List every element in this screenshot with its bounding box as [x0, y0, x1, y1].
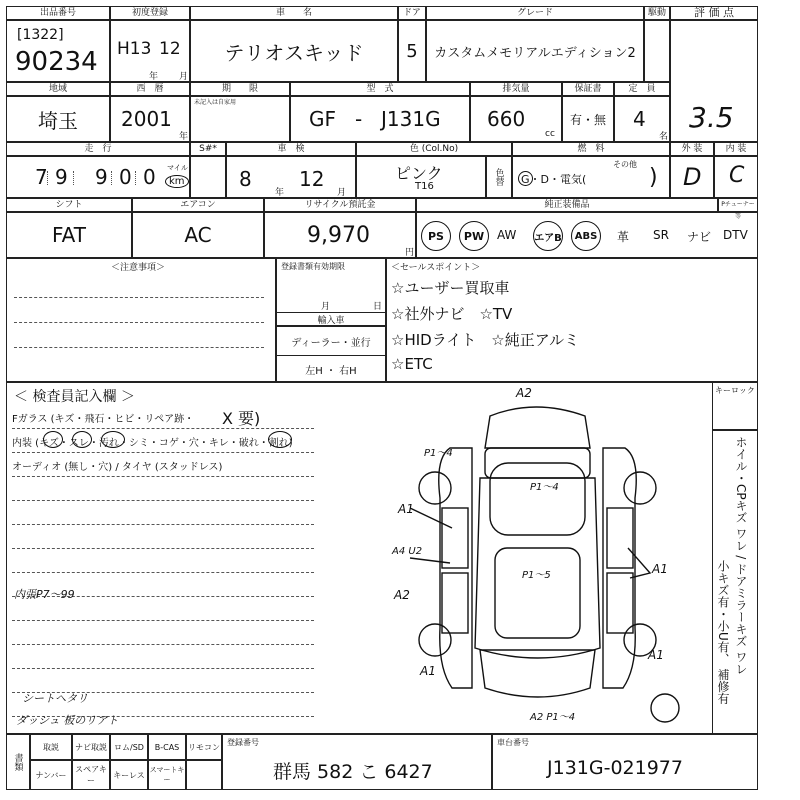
equip-ps: PS [421, 221, 451, 251]
doc-rom-sd: ロム/SD [110, 734, 148, 760]
chassis-label: 車台番号 [497, 738, 529, 747]
score-cell [670, 20, 758, 142]
cc-value: 660 [487, 107, 526, 131]
inspection-year-unit: 年 [275, 188, 285, 198]
damage-mark: P1〜5 [522, 570, 551, 581]
tuner-header: Pチューナー等 [718, 198, 758, 212]
plate-label: 登録番号 [227, 738, 259, 747]
digit-divider [73, 171, 74, 185]
capacity: 4 [633, 107, 646, 131]
reg-header: 初度登録 [110, 6, 190, 20]
damage-mark: A2 [516, 386, 532, 400]
deadline-month: 月 [321, 302, 331, 312]
mileage-digit: 9 [55, 165, 68, 189]
interior-circle [268, 431, 292, 448]
note-line [12, 668, 314, 669]
period-note: 未記入は自家用 [194, 99, 237, 106]
interior-circle [72, 431, 92, 448]
chassis-number: J131G-021977 [547, 757, 683, 779]
reg-era: H13 [117, 39, 152, 59]
docs-label: 書類 [6, 734, 30, 790]
inspection-month-unit: 月 [337, 188, 347, 198]
caution-label: ＜注意事項＞ [111, 263, 166, 273]
inspection-cell [226, 156, 356, 198]
color-code: T16 [415, 181, 434, 192]
ac: AC [132, 212, 264, 258]
fuel-header: 燃 料 [512, 142, 670, 156]
doc-remote: リモコン [186, 734, 222, 760]
damage-mark: A2 P1〜4 [530, 712, 576, 723]
deadline-label: 登録書類有効期限 [281, 262, 345, 271]
reg-cell [110, 20, 190, 82]
chassis-cell [492, 734, 758, 790]
shift: FAT [6, 212, 132, 258]
recycle-yen: 円 [405, 248, 415, 258]
digit-divider [135, 171, 136, 185]
cc-unit: cc [545, 129, 555, 139]
ext-grade: D [683, 163, 702, 191]
lot-prefix: [1322] [17, 27, 64, 43]
keylock-label: キーロック [715, 386, 755, 395]
int-cell [714, 156, 758, 198]
inspection-year: 8 [239, 167, 252, 191]
windshield-note: Fガラス (キズ・飛石・ヒビ・リペア跡・ [12, 414, 195, 425]
equip-airbag: エアB [533, 221, 563, 251]
int-header: 内 装 [714, 142, 758, 156]
car-damage-diagram [380, 388, 710, 734]
shift-header: シフト [6, 198, 132, 212]
import-label: 輸入車 [276, 312, 386, 326]
inspection-title: ＜ 検査員記入欄 ＞ [14, 389, 135, 405]
capacity-unit: 名 [659, 132, 669, 142]
inspection-header: 車 検 [226, 142, 356, 156]
car-name-header: 車 名 [190, 6, 398, 20]
caution-box [6, 258, 276, 382]
drive-header: 駆動 [644, 6, 670, 20]
drive-cell [644, 20, 670, 82]
color: ピンク [395, 164, 443, 183]
color-change: 色替 [486, 156, 512, 198]
equip-dtv: DTV [723, 228, 748, 242]
digit-divider [47, 171, 48, 185]
note-line [12, 428, 314, 429]
lot-number: 90234 [15, 47, 98, 77]
handwritten-note: シートヘタリ [22, 692, 88, 705]
color-header: 色 (Col.No) [356, 142, 512, 156]
reg-year-unit: 年 [149, 72, 159, 82]
damage-mark: A1 [652, 562, 668, 576]
int-grade: C [729, 163, 745, 188]
fuel-options: G・D・電気( [521, 173, 587, 186]
interior-note: 内装 (キズ・スレ・汚れ・シミ・コゲ・穴・キレ・破れ・割れ) [12, 438, 293, 449]
inspection-month: 12 [299, 167, 325, 191]
score-value: 3.5 [689, 101, 734, 134]
side-note: 小キズ有・小U有、 補修有 [716, 560, 730, 705]
keylock-box [712, 382, 758, 430]
mileage-digit: 7 [35, 165, 48, 189]
mileage-cell [6, 156, 190, 198]
model-cell [290, 96, 470, 142]
year-unit: 年 [179, 132, 189, 142]
dealer-parallel: ディーラー・並行 [276, 326, 386, 356]
side-note: ホイル・CPキズ ワレ / ドアミラーキズ ワレ [734, 436, 748, 675]
steering-side: 左H ・ 右H [305, 365, 357, 377]
damage-mark: P1〜4 [424, 448, 453, 459]
caution-line [14, 322, 264, 323]
equip-leather: 革 [617, 230, 630, 244]
sales-point: ☆HIDライト ☆純正アルミ [391, 331, 580, 349]
door-header: ドア [398, 6, 426, 20]
ext-cell [670, 156, 714, 198]
damage-mark: A1 [398, 502, 414, 516]
sales-point: ☆ETC [391, 355, 433, 373]
sales-label: ＜セールスポイント＞ [391, 263, 481, 273]
mileage-digit: 0 [119, 165, 132, 189]
region: 埼玉 [6, 96, 110, 142]
digit-divider [111, 171, 112, 185]
caution-line [14, 347, 264, 348]
recycle-cell [264, 212, 416, 258]
note-line [12, 476, 314, 477]
sales-point: ☆ユーザー買取車 [391, 279, 510, 297]
damage-mark: P1〜4 [530, 482, 559, 493]
model-code: J131G [381, 107, 441, 131]
warranty-header: 保証書 [562, 82, 614, 96]
model-dash: - [355, 107, 363, 131]
damage-mark: A2 [394, 588, 410, 602]
equip-aw: AW [497, 228, 517, 242]
year-cell [110, 96, 190, 142]
period-header: 期 限 [190, 82, 290, 96]
deadline-day: 日 [373, 302, 383, 312]
note-line [12, 572, 314, 573]
plate-cell [222, 734, 492, 790]
handwritten-note: 内張P7〜99 [14, 588, 75, 601]
year: 2001 [121, 107, 172, 131]
note-line [12, 524, 314, 525]
mileage-header: 走 行 [6, 142, 190, 156]
doc-bcas: B-CAS [148, 734, 186, 760]
car-name: テリオスキッド [190, 20, 398, 82]
doc-spare-key: スペアキー [72, 760, 110, 790]
equip-pw: PW [459, 221, 489, 251]
cc-header: 排気量 [470, 82, 562, 96]
equipment-cell [416, 212, 758, 258]
km-unit: km [165, 175, 189, 188]
capacity-header: 定 員 [614, 82, 670, 96]
sales-box [386, 258, 758, 382]
doc-navi-manual: ナビ取説 [72, 734, 110, 760]
audio-tire-note: オーディオ (無し・穴) / タイヤ (スタッドレス) [12, 462, 223, 473]
caution-line [14, 297, 264, 298]
note-line [12, 620, 314, 621]
doors: 5 [398, 20, 426, 82]
s-header: S#* [190, 142, 226, 156]
doc-plate: ナンバー [30, 760, 72, 790]
fuel-close: ) [649, 165, 658, 190]
grade: カスタムメモリアルエディション2 [426, 20, 644, 82]
reg-month: 12 [159, 39, 181, 59]
mileage-digit: 0 [143, 165, 156, 189]
interior-circle [101, 431, 125, 448]
note-line [12, 452, 314, 453]
equip-abs: ABS [571, 221, 601, 251]
ac-header: エアコン [132, 198, 264, 212]
note-line [12, 644, 314, 645]
sales-point: ☆社外ナビ ☆TV [391, 305, 513, 323]
note-line [12, 548, 314, 549]
grade-header: グレード [426, 6, 644, 20]
capacity-cell [614, 96, 670, 142]
interior-circle [43, 431, 63, 448]
recycle-header: リサイクル預託金 [264, 198, 416, 212]
equipment-header: 純正装備品 [416, 198, 718, 212]
lot-cell [6, 20, 110, 82]
score-header: 評 価 点 [670, 6, 758, 20]
mileage-digit: 9 [95, 165, 108, 189]
doc-smart-key: スマートキー [148, 760, 186, 790]
period-cell [190, 96, 290, 142]
cc-cell [470, 96, 562, 142]
lot-header: 出品番号 [6, 6, 110, 20]
windshield-mark: X 要) [222, 409, 261, 428]
warranty: 有・無 [562, 96, 614, 142]
color-cell [356, 156, 486, 198]
recycle-fee: 9,970 [307, 223, 370, 248]
fuel-other-label: その他 [613, 160, 637, 169]
mile-unit: マイル [167, 164, 188, 172]
region-header: 地域 [6, 82, 110, 96]
ext-header: 外 装 [670, 142, 714, 156]
handwritten-note: ダッシュ 板のリアト [16, 714, 119, 727]
note-line [12, 500, 314, 501]
damage-mark: A1 [648, 648, 664, 662]
fuel-cell [512, 156, 670, 198]
plate-number: 群馬 582 こ 6427 [273, 761, 433, 783]
doc-keyless: キーレス [110, 760, 148, 790]
doc-blank [186, 760, 222, 790]
damage-mark: A4 U2 [392, 546, 423, 557]
equip-sunroof: SR [653, 228, 669, 242]
model-prefix: GF [309, 107, 337, 131]
equip-navi: ナビ [687, 230, 712, 244]
model-header: 型 式 [290, 82, 470, 96]
reg-month-unit: 月 [179, 72, 189, 82]
s-cell [190, 156, 226, 198]
damage-mark: A1 [420, 664, 436, 678]
year-header: 西 暦 [110, 82, 190, 96]
doc-manual: 取説 [30, 734, 72, 760]
